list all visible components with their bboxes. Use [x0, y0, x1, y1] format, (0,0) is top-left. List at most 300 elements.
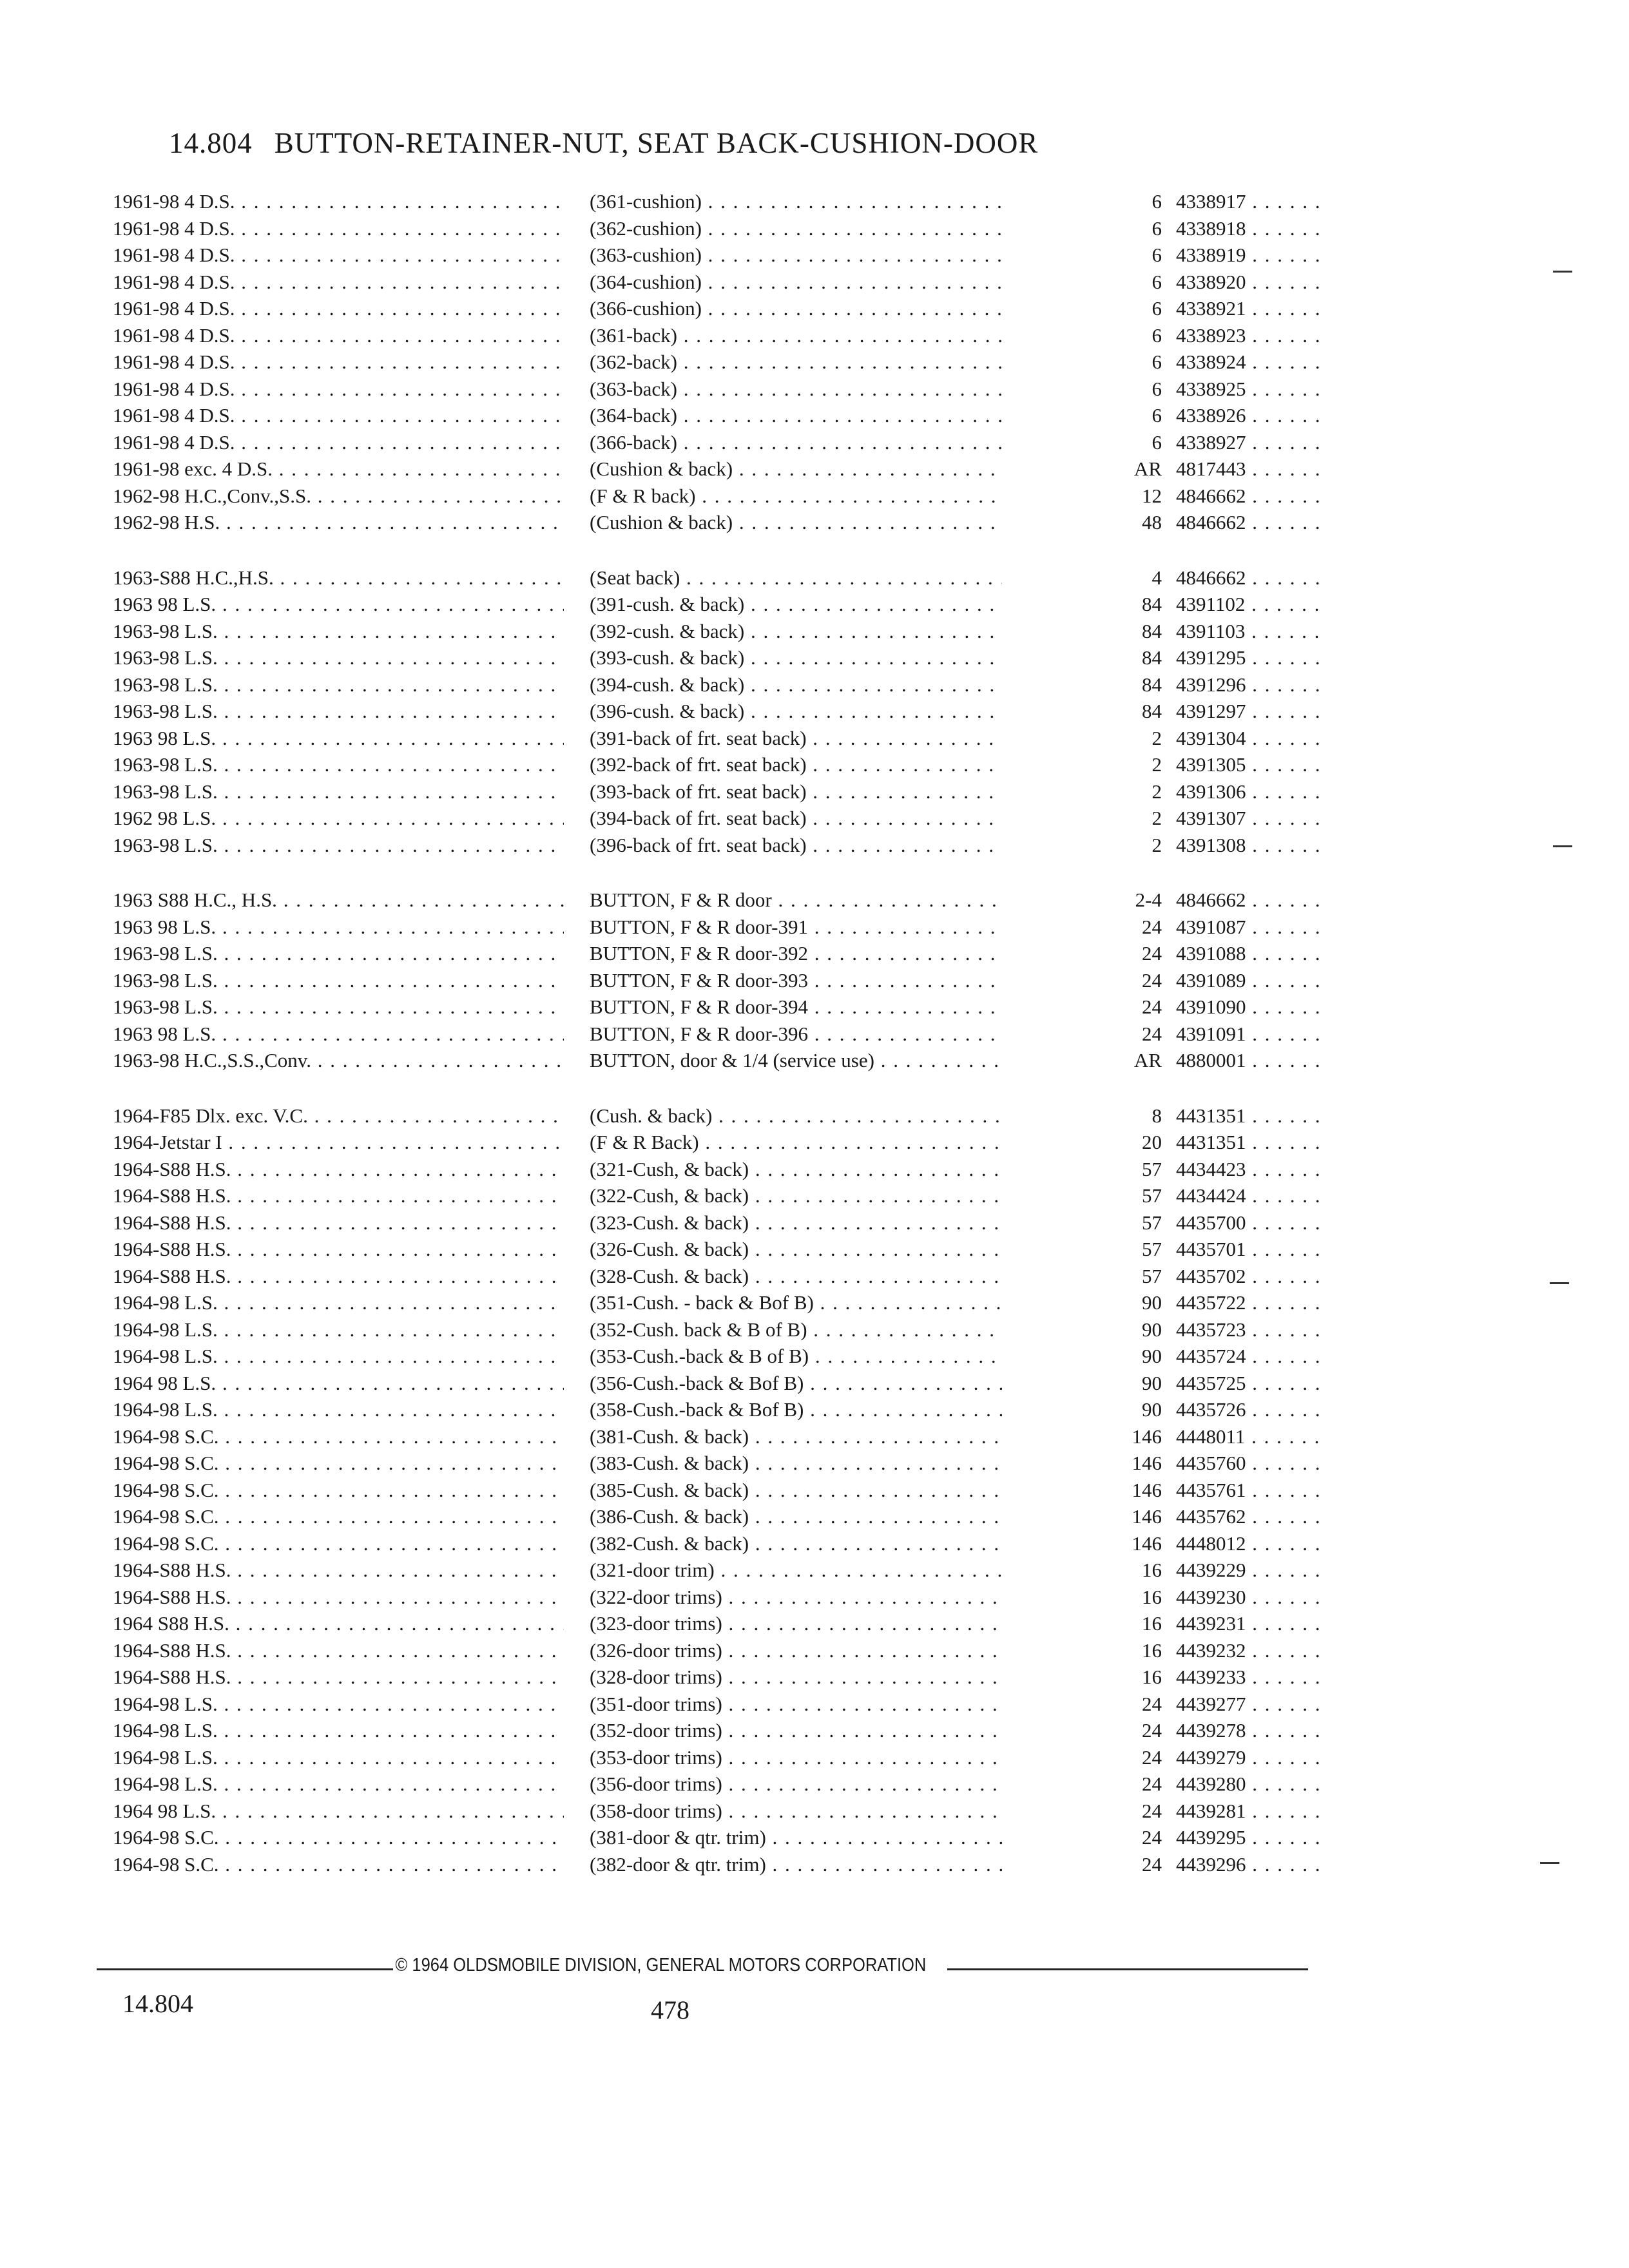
part-description: (393-cush. & back) . . .	[590, 644, 1150, 671]
table-row	[113, 1263, 1324, 1290]
model-year: 1961-98 4 D.S. . . .	[113, 376, 564, 403]
part-description: (Cushion & back) . . .	[590, 456, 1150, 483]
part-number: 4435724 . . .	[1176, 1343, 1324, 1370]
table-row	[113, 1664, 1324, 1691]
quantity: 24	[1002, 914, 1162, 941]
quantity: 24	[1002, 994, 1162, 1021]
table-row	[113, 671, 1324, 698]
part-description: (328-Cush. & back) . . .	[590, 1263, 1150, 1290]
part-description: (394-cush. & back) . . .	[590, 671, 1150, 698]
quantity: 16	[1002, 1637, 1162, 1664]
model-year: 1963-98 L.S. . . .	[113, 967, 564, 994]
quantity: 90	[1002, 1316, 1162, 1343]
quantity: 6	[1002, 242, 1162, 269]
copyright-notice: © 1964 OLDSMOBILE DIVISION, GENERAL MOTORS CORPORATION	[393, 1955, 929, 1976]
part-number: 4439277 . . .	[1176, 1691, 1324, 1718]
part-description: (326-Cush. & back) . . .	[590, 1236, 1150, 1263]
part-number: 4391103 . . .	[1176, 618, 1324, 645]
quantity: 6	[1002, 402, 1162, 429]
table-row	[113, 1824, 1324, 1851]
model-year: 1964-Jetstar I . . .	[113, 1129, 564, 1156]
section-title: BUTTON-RETAINER-NUT, SEAT BACK-CUSHION-DOOR	[274, 127, 1039, 159]
part-number: 4880001 . . .	[1176, 1047, 1324, 1074]
model-year: 1963-98 L.S. . . .	[113, 618, 564, 645]
part-description: (Cush. & back) . . .	[590, 1102, 1150, 1129]
part-number: 4435702 . . .	[1176, 1263, 1324, 1290]
part-description: (352-door trims) . . .	[590, 1717, 1150, 1744]
table-row	[113, 1396, 1324, 1423]
part-description: (351-door trims) . . .	[590, 1691, 1150, 1718]
part-number: 4846662 . . .	[1176, 509, 1324, 536]
quantity: 57	[1002, 1236, 1162, 1263]
model-year: 1963-S88 H.C.,H.S. . . .	[113, 564, 564, 591]
parts-group	[113, 1102, 1324, 1878]
table-row	[113, 1129, 1324, 1156]
quantity: 146	[1002, 1423, 1162, 1450]
quantity: 24	[1002, 1691, 1162, 1718]
part-number: 4439281 . . .	[1176, 1798, 1324, 1825]
part-number: 4434423 . . .	[1176, 1156, 1324, 1183]
quantity: 16	[1002, 1584, 1162, 1611]
quantity: AR	[1002, 456, 1162, 483]
part-description: (321-door trim) . . .	[590, 1557, 1150, 1584]
table-row	[113, 1343, 1324, 1370]
part-number: 4439278 . . .	[1176, 1717, 1324, 1744]
part-description: (392-back of frt. seat back) . . .	[590, 751, 1150, 778]
part-number: 4439233 . . .	[1176, 1664, 1324, 1691]
part-description: (392-cush. & back) . . .	[590, 618, 1150, 645]
quantity: 24	[1002, 1771, 1162, 1798]
table-row	[113, 994, 1324, 1021]
part-description: (361-cushion) . . .	[590, 188, 1150, 215]
model-year: 1963-98 L.S. . . .	[113, 644, 564, 671]
quantity: 84	[1002, 698, 1162, 725]
table-row	[113, 1423, 1324, 1450]
table-row	[113, 1182, 1324, 1209]
table-row	[113, 322, 1324, 349]
table-row	[113, 242, 1324, 269]
table-row	[113, 1021, 1324, 1048]
margin-mark	[1553, 845, 1572, 847]
part-number: 4846662 . . .	[1176, 564, 1324, 591]
footer-section-code: 14.804	[122, 1989, 193, 2018]
quantity: 6	[1002, 215, 1162, 242]
part-number: 4439232 . . .	[1176, 1637, 1324, 1664]
model-year: 1964-98 S.C. . . .	[113, 1824, 564, 1851]
part-number: 4439295 . . .	[1176, 1824, 1324, 1851]
model-year: 1964-98 S.C. . . .	[113, 1530, 564, 1557]
table-row	[113, 1156, 1324, 1183]
table-row	[113, 456, 1324, 483]
part-description: (356-door trims) . . .	[590, 1771, 1150, 1798]
quantity: 24	[1002, 1717, 1162, 1744]
part-number: 4391307 . . .	[1176, 805, 1324, 832]
quantity: 57	[1002, 1209, 1162, 1236]
quantity: 2	[1002, 751, 1162, 778]
quantity: 146	[1002, 1503, 1162, 1530]
model-year: 1964-S88 H.S. . . .	[113, 1209, 564, 1236]
part-description: (386-Cush. & back) . . .	[590, 1503, 1150, 1530]
quantity: 24	[1002, 1798, 1162, 1825]
model-year: 1963 98 L.S. . . .	[113, 1021, 564, 1048]
part-number: 4817443 . . .	[1176, 456, 1324, 483]
part-description: (381-Cush. & back) . . .	[590, 1423, 1150, 1450]
table-row	[113, 1584, 1324, 1611]
margin-mark	[1553, 271, 1572, 273]
table-row	[113, 1691, 1324, 1718]
model-year: 1964-98 L.S. . . .	[113, 1316, 564, 1343]
quantity: 146	[1002, 1530, 1162, 1557]
quantity: 4	[1002, 564, 1162, 591]
quantity: 57	[1002, 1182, 1162, 1209]
part-description: (326-door trims) . . .	[590, 1637, 1150, 1664]
footer-rule	[947, 1968, 1308, 1970]
quantity: 2	[1002, 805, 1162, 832]
model-year: 1963 98 L.S. . . .	[113, 725, 564, 752]
model-year: 1964-S88 H.S. . . .	[113, 1182, 564, 1209]
quantity: 2-4	[1002, 887, 1162, 914]
quantity: 6	[1002, 188, 1162, 215]
part-description: (363-cushion) . . .	[590, 242, 1150, 269]
table-row	[113, 967, 1324, 994]
part-description: (366-cushion) . . .	[590, 295, 1150, 322]
quantity: 57	[1002, 1263, 1162, 1290]
quantity: 6	[1002, 295, 1162, 322]
quantity: 24	[1002, 1824, 1162, 1851]
part-description: (323-door trims) . . .	[590, 1610, 1150, 1637]
model-year: 1961-98 4 D.S. . . .	[113, 322, 564, 349]
part-number: 4439230 . . .	[1176, 1584, 1324, 1611]
page-number: 478	[651, 1995, 689, 2024]
quantity: 24	[1002, 967, 1162, 994]
quantity: 16	[1002, 1664, 1162, 1691]
quantity: 84	[1002, 591, 1162, 618]
part-description: (363-back) . . .	[590, 376, 1150, 403]
parts-group	[113, 188, 1324, 536]
part-number: 4338926 . . .	[1176, 402, 1324, 429]
table-row	[113, 805, 1324, 832]
quantity: 2	[1002, 725, 1162, 752]
table-row	[113, 269, 1324, 296]
part-description: BUTTON, F & R door-394 . . .	[590, 994, 1150, 1021]
part-description: (323-Cush. & back) . . .	[590, 1209, 1150, 1236]
part-number: 4431351 . . .	[1176, 1129, 1324, 1156]
part-description: (366-back) . . .	[590, 429, 1150, 456]
part-number: 4391091 . . .	[1176, 1021, 1324, 1048]
table-row	[113, 509, 1324, 536]
model-year: 1963-98 L.S. . . .	[113, 994, 564, 1021]
part-number: 4391308 . . .	[1176, 832, 1324, 859]
part-number: 4391297 . . .	[1176, 698, 1324, 725]
model-year: 1964-F85 Dlx. exc. V.C. . . .	[113, 1102, 564, 1129]
part-number: 4439296 . . .	[1176, 1851, 1324, 1878]
part-description: (328-door trims) . . .	[590, 1664, 1150, 1691]
model-year: 1963-98 L.S. . . .	[113, 671, 564, 698]
table-row	[113, 1851, 1324, 1878]
table-row	[113, 1637, 1324, 1664]
model-year: 1961-98 4 D.S. . . .	[113, 295, 564, 322]
part-number: 4439231 . . .	[1176, 1610, 1324, 1637]
model-year: 1963-98 L.S. . . .	[113, 698, 564, 725]
section-number: 14.804	[169, 127, 253, 159]
part-description: (358-Cush.-back & Bof B) . . .	[590, 1396, 1150, 1423]
quantity: 48	[1002, 509, 1162, 536]
model-year: 1963 98 L.S. . . .	[113, 914, 564, 941]
part-description: (391-cush. & back) . . .	[590, 591, 1150, 618]
table-row	[113, 1744, 1324, 1771]
quantity: 84	[1002, 644, 1162, 671]
part-description: (383-Cush. & back) . . .	[590, 1450, 1150, 1477]
table-row	[113, 1316, 1324, 1343]
model-year: 1963-98 L.S. . . .	[113, 832, 564, 859]
model-year: 1962-98 H.C.,Conv.,S.S. . . .	[113, 483, 564, 510]
part-description: (364-back) . . .	[590, 402, 1150, 429]
part-number: 4391102 . . .	[1176, 591, 1324, 618]
quantity: 90	[1002, 1289, 1162, 1316]
model-year: 1964-98 L.S. . . .	[113, 1396, 564, 1423]
table-row	[113, 1477, 1324, 1504]
model-year: 1963-98 L.S. . . .	[113, 751, 564, 778]
model-year: 1963 S88 H.C., H.S. . . .	[113, 887, 564, 914]
model-year: 1964-S88 H.S. . . .	[113, 1584, 564, 1611]
model-year: 1963 98 L.S. . . .	[113, 591, 564, 618]
part-number: 4391087 . . .	[1176, 914, 1324, 941]
quantity: 8	[1002, 1102, 1162, 1129]
quantity: 2	[1002, 832, 1162, 859]
part-description: (391-back of frt. seat back) . . .	[590, 725, 1150, 752]
footer-rule	[97, 1968, 400, 1970]
model-year: 1964 98 L.S. . . .	[113, 1370, 564, 1397]
part-number: 4435762 . . .	[1176, 1503, 1324, 1530]
model-year: 1963-98 L.S. . . .	[113, 778, 564, 805]
part-description: (F & R Back) . . .	[590, 1129, 1150, 1156]
part-description: (382-Cush. & back) . . .	[590, 1530, 1150, 1557]
model-year: 1964-98 L.S. . . .	[113, 1744, 564, 1771]
model-year: 1964-98 S.C. . . .	[113, 1503, 564, 1530]
model-year: 1961-98 4 D.S. . . .	[113, 349, 564, 376]
part-number: 4431351 . . .	[1176, 1102, 1324, 1129]
page-title	[169, 126, 1038, 160]
part-number: 4435761 . . .	[1176, 1477, 1324, 1504]
parts-table	[113, 188, 1324, 1906]
part-number: 4338923 . . .	[1176, 322, 1324, 349]
model-year: 1962-98 H.S. . . .	[113, 509, 564, 536]
part-number: 4435700 . . .	[1176, 1209, 1324, 1236]
part-description: (394-back of frt. seat back) . . .	[590, 805, 1150, 832]
table-row	[113, 698, 1324, 725]
quantity: 57	[1002, 1156, 1162, 1183]
table-row	[113, 1047, 1324, 1074]
part-number: 4391295 . . .	[1176, 644, 1324, 671]
table-row	[113, 295, 1324, 322]
part-number: 4439229 . . .	[1176, 1557, 1324, 1584]
model-year: 1964-98 S.C. . . .	[113, 1477, 564, 1504]
part-description: (356-Cush.-back & Bof B) . . .	[590, 1370, 1150, 1397]
quantity: 6	[1002, 349, 1162, 376]
model-year: 1964-S88 H.S. . . .	[113, 1156, 564, 1183]
table-row	[113, 1370, 1324, 1397]
table-row	[113, 914, 1324, 941]
quantity: AR	[1002, 1047, 1162, 1074]
table-row	[113, 1236, 1324, 1263]
model-year: 1964 98 L.S. . . .	[113, 1798, 564, 1825]
part-description: (393-back of frt. seat back) . . .	[590, 778, 1150, 805]
quantity: 6	[1002, 269, 1162, 296]
part-number: 4439280 . . .	[1176, 1771, 1324, 1798]
quantity: 20	[1002, 1129, 1162, 1156]
part-description: (F & R back) . . .	[590, 483, 1150, 510]
part-number: 4391088 . . .	[1176, 940, 1324, 967]
part-number: 4338921 . . .	[1176, 295, 1324, 322]
table-row	[113, 618, 1324, 645]
model-year: 1963-98 H.C.,S.S.,Conv. . . .	[113, 1047, 564, 1074]
part-description: BUTTON, door & 1/4 (service use) . . .	[590, 1047, 1150, 1074]
part-description: BUTTON, F & R door-391 . . .	[590, 914, 1150, 941]
model-year: 1961-98 exc. 4 D.S. . . .	[113, 456, 564, 483]
quantity: 24	[1002, 1021, 1162, 1048]
part-description: BUTTON, F & R door-393 . . .	[590, 967, 1150, 994]
table-row	[113, 778, 1324, 805]
part-number: 4391304 . . .	[1176, 725, 1324, 752]
table-row	[113, 215, 1324, 242]
part-number: 4448011 . . .	[1176, 1423, 1324, 1450]
table-row	[113, 376, 1324, 403]
part-number: 4391089 . . .	[1176, 967, 1324, 994]
part-number: 4391090 . . .	[1176, 994, 1324, 1021]
model-year: 1962 98 L.S. . . .	[113, 805, 564, 832]
part-description: (362-back) . . .	[590, 349, 1150, 376]
model-year: 1961-98 4 D.S. . . .	[113, 188, 564, 215]
model-year: 1964-S88 H.S. . . .	[113, 1263, 564, 1290]
table-row	[113, 402, 1324, 429]
quantity: 24	[1002, 940, 1162, 967]
part-number: 4338918 . . .	[1176, 215, 1324, 242]
part-description: (385-Cush. & back) . . .	[590, 1477, 1150, 1504]
part-description: (353-door trims) . . .	[590, 1744, 1150, 1771]
part-number: 4338927 . . .	[1176, 429, 1324, 456]
model-year: 1964-98 L.S. . . .	[113, 1717, 564, 1744]
quantity: 24	[1002, 1851, 1162, 1878]
parts-group	[113, 887, 1324, 1074]
quantity: 6	[1002, 376, 1162, 403]
part-description: (362-cushion) . . .	[590, 215, 1150, 242]
part-description: (322-Cush, & back) . . .	[590, 1182, 1150, 1209]
model-year: 1961-98 4 D.S. . . .	[113, 242, 564, 269]
part-number: 4448012 . . .	[1176, 1530, 1324, 1557]
part-number: 4435760 . . .	[1176, 1450, 1324, 1477]
model-year: 1964-98 L.S. . . .	[113, 1343, 564, 1370]
part-number: 4338924 . . .	[1176, 349, 1324, 376]
part-description: (321-Cush, & back) . . .	[590, 1156, 1150, 1183]
table-row	[113, 591, 1324, 618]
part-number: 4439279 . . .	[1176, 1744, 1324, 1771]
parts-group	[113, 564, 1324, 859]
part-number: 4338917 . . .	[1176, 188, 1324, 215]
quantity: 6	[1002, 429, 1162, 456]
part-number: 4435723 . . .	[1176, 1316, 1324, 1343]
quantity: 12	[1002, 483, 1162, 510]
part-number: 4338919 . . .	[1176, 242, 1324, 269]
table-row	[113, 1450, 1324, 1477]
model-year: 1964-98 S.C. . . .	[113, 1450, 564, 1477]
part-description: (353-Cush.-back & B of B) . . .	[590, 1343, 1150, 1370]
table-row	[113, 429, 1324, 456]
part-description: (351-Cush. - back & Bof B) . . .	[590, 1289, 1150, 1316]
quantity: 6	[1002, 322, 1162, 349]
model-year: 1964-S88 H.S. . . .	[113, 1236, 564, 1263]
table-row	[113, 832, 1324, 859]
part-number: 4391296 . . .	[1176, 671, 1324, 698]
part-number: 4391306 . . .	[1176, 778, 1324, 805]
part-description: (364-cushion) . . .	[590, 269, 1150, 296]
model-year: 1961-98 4 D.S. . . .	[113, 402, 564, 429]
part-number: 4435725 . . .	[1176, 1370, 1324, 1397]
part-description: (322-door trims) . . .	[590, 1584, 1150, 1611]
part-number: 4435722 . . .	[1176, 1289, 1324, 1316]
part-number: 4434424 . . .	[1176, 1182, 1324, 1209]
quantity: 146	[1002, 1477, 1162, 1504]
quantity: 16	[1002, 1557, 1162, 1584]
table-row	[113, 188, 1324, 215]
part-description: (381-door & qtr. trim) . . .	[590, 1824, 1150, 1851]
part-description: (382-door & qtr. trim) . . .	[590, 1851, 1150, 1878]
quantity: 90	[1002, 1396, 1162, 1423]
quantity: 24	[1002, 1744, 1162, 1771]
part-description: (Seat back) . . .	[590, 564, 1150, 591]
margin-mark	[1540, 1862, 1559, 1864]
model-year: 1961-98 4 D.S. . . .	[113, 215, 564, 242]
part-description: (358-door trims) . . .	[590, 1798, 1150, 1825]
table-row	[113, 725, 1324, 752]
model-year: 1964-98 L.S. . . .	[113, 1691, 564, 1718]
quantity: 2	[1002, 778, 1162, 805]
part-description: (396-back of frt. seat back) . . .	[590, 832, 1150, 859]
part-number: 4338920 . . .	[1176, 269, 1324, 296]
model-year: 1964-S88 H.S. . . .	[113, 1664, 564, 1691]
part-description: (361-back) . . .	[590, 322, 1150, 349]
table-row	[113, 940, 1324, 967]
table-row	[113, 1530, 1324, 1557]
table-row	[113, 349, 1324, 376]
model-year: 1964-98 L.S. . . .	[113, 1289, 564, 1316]
part-description: (Cushion & back) . . .	[590, 509, 1150, 536]
table-row	[113, 644, 1324, 671]
part-number: 4846662 . . .	[1176, 483, 1324, 510]
model-year: 1964-S88 H.S. . . .	[113, 1557, 564, 1584]
part-description: BUTTON, F & R door-392 . . .	[590, 940, 1150, 967]
table-row	[113, 1717, 1324, 1744]
model-year: 1961-98 4 D.S. . . .	[113, 429, 564, 456]
quantity: 84	[1002, 618, 1162, 645]
table-row	[113, 1289, 1324, 1316]
part-number: 4435726 . . .	[1176, 1396, 1324, 1423]
table-row	[113, 1798, 1324, 1825]
quantity: 146	[1002, 1450, 1162, 1477]
table-row	[113, 887, 1324, 914]
part-description: (396-cush. & back) . . .	[590, 698, 1150, 725]
table-row	[113, 483, 1324, 510]
model-year: 1964 S88 H.S. . . .	[113, 1610, 564, 1637]
table-row	[113, 1557, 1324, 1584]
model-year: 1963-98 L.S. . . .	[113, 940, 564, 967]
table-row	[113, 751, 1324, 778]
quantity: 16	[1002, 1610, 1162, 1637]
quantity: 90	[1002, 1343, 1162, 1370]
part-description: BUTTON, F & R door-396 . . .	[590, 1021, 1150, 1048]
part-number: 4846662 . . .	[1176, 887, 1324, 914]
quantity: 90	[1002, 1370, 1162, 1397]
table-row	[113, 1503, 1324, 1530]
